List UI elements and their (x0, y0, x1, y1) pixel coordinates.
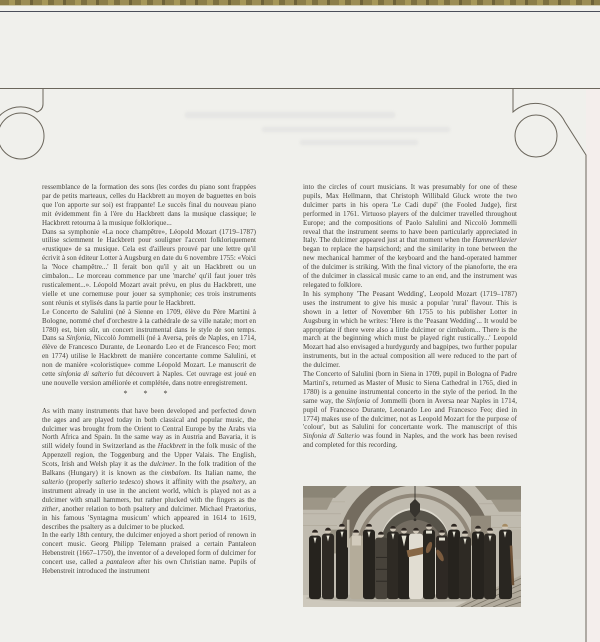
frame-right-volute (513, 88, 586, 642)
paragraph-french-3: Le Concerto de Salulini (né à Sienne en 1709, élève du Père Martini à Bologne, nommé chef d'orchestre à la cathédrale de sa ville natale; mort en 1780) est, bien sûr, un concert instrumental dans le style de son temps. Dans sa Sinfonia, Niccolò Jommelli (né à Aversa, près de Naples, en 1714, élève de Francesco Durante, de Leonardo Leo et de Francesco Feo; mort en 1774) utilise le Hackbrett de manière concertante comme Salulini, et non de manière «coloristique» comme Léopold Mozart. Le manuscrit de cette sinfonia di salterio fut découvert à Naples. Cet ouvrage est joué en une nouvelle version améliorée et complétée, dans notre enregistrement. (42, 307, 256, 387)
print-bleed-ghost (185, 112, 395, 118)
paragraph-french-1: ressemblance de la formation des sons (les cordes du piano sont frappées par de petits marteaux, celles du Hackbrett au moyen de baguettes en bois que l'on apporte sur soi) est frappante! Le succès final du nouveau piano mit évidemment fin à l'ère du Hackbrett dans la musique classique; le Hackbrett retourna à la musique folklorique... (42, 183, 256, 227)
right-margin-tint (586, 89, 600, 642)
paragraph-english-5: The Concerto of Salulini (born in Siena in 1709, pupil in Bologna of Padre Martini's, returned as Master of Music to Siena Cathedral in 1765, died in 1780) is a genuine instrumental concerto in the style of the period. In the same way, the Sinfonia of Jommelli (born in Aversa near Naples in 1714, pupil of Francesco Durante, Leonardo Leo and Francesco Feo; died in 1774) makes use of the dulcimer, not as Leopold Mozart for the purpose of 'colour', but as Salulini for concertante work. The manuscript of this Sinfonia di Salterio was found in Naples, and the work has been revised and completed for this recording. (303, 370, 517, 450)
asterisk-divider: * * * (123, 388, 175, 398)
gilt-top-edge (0, 0, 600, 6)
liner-notes-right-column (303, 183, 517, 450)
paragraph-french-2: Dans sa symphonie «La noce champêtre», Léopold Mozart (1719–1787) utilise sciemment le Hackbrett pour souligner l'accent folkloriquement «rustique» de sa musique. Cela est d'ailleurs prouvé par une lettre qu'il écrivit à son éditeur Lotter à Augsburg en date du 6 novembre 1755: «Voici la 'Noce champêtre...' Il ferait bon qu'il y ait un Hackbrett ou un cimbalon... Le morceau commence par une 'marche' qu'il faut jouer très rusticalement...». Léopold Mozart avait prévu, en plus du Hackbrett, une vielle et une cornemuse pour jouer sa symphonie; ces trois instruments sont réunis et stylisés dans la partie pour le Hackbrett. (42, 227, 257, 307)
frame-left-circle (0, 113, 44, 159)
print-bleed-ghost (262, 127, 450, 132)
paragraph-english-2: In the early 18th century, the dulcimer enjoyed a short period of renown in concert music. Georg Philipp Telemann praised a certain Pantaleon Hebenstreit (1667–1750), the inventor of a developed form of dulcimer for concert use, called a pantaleon after his own Christian name. Pupils of Hebenstreit introduced the instrument (42, 531, 257, 576)
paragraph-english-3: into the circles of court musicians. It was presumably for one of these pupils, Max Hellmann, that Christoph Willibald Gluck wrote the two dulcimer parts in his opera 'Le Cadi dupé' (the Fooled Judge), first performed in 1761. Virtuoso players of the dulcimer travelled throughout Europe; and the compositions of Paolo Salulini and Niccolò Jommelli reveal that the instrument seems to have been particularly appreciated in Italy. The dulcimer appeared just at that moment when the Hammerklavier began to replace the harpsichord; and the similarity in tone between the new mechanical hammer of the keyboard and the hand-operated hammer of the dulcimer is striking. With the final victory of the pianoforte, the era of the dulcimer in classical music came to an end, and the instrument was relegated to folklore. (303, 183, 517, 289)
ensemble-group-photograph (303, 486, 521, 607)
top-hairline-rule (0, 11, 600, 12)
paragraph-english-4: In his symphony 'The Peasant Wedding', Leopold Mozart (1719–1787) uses the instrument to give his music a popular 'rural' flavour. This is shown in a letter of November 6th 1755 to his publisher Lotter in Augsburg in which he writes: 'Here is the 'Peasant Wedding'... It would be appropriate if there were also a little dulcimer or cimbalom... There is the march at the beginning which must be played right rustically...' Leopold Mozart had also envisaged a hurdygurdy and bagpipes, two further popular instruments, but in the actual composition all were reduced to the part of the dulcimer. (303, 289, 517, 370)
frame-right-circle (515, 115, 557, 157)
liner-notes-left-column (42, 183, 256, 576)
paragraph-english-1: As with many instruments that have been developed and perfected down the ages and are played today in both classical and popular music, the dulcimer was brought from the Orient to Central Europe by the Arabs via North Africa and Spain. In the same way as in Austria and Bavaria, it is still widely found in Switzerland as the Hackbrett in the folk music of the Appenzell region, the Toggenburg and the Upper Valais. The English, Scots, Irish and Welsh play it as the dulcimer. In the folk tradition of the Balkans (Hungary) it is known as the cimbalom. Its Italian name, the salterio (properly salterio tedesco) shows it affinity with the psaltery, an instrument already in use in the ancient world, which is played not as a dulcimer with small hammers, but rather plucked with the fingers as the zither, another relation to both psaltery and dulcimer. Michael Praetorius, in his famous 'Syntagma musicum' which appeared in 1614 to 1619, describes the psaltery as a dulcimer to be plucked. (42, 406, 256, 531)
print-bleed-ghost (300, 140, 418, 145)
frame-left-volute (0, 88, 43, 141)
